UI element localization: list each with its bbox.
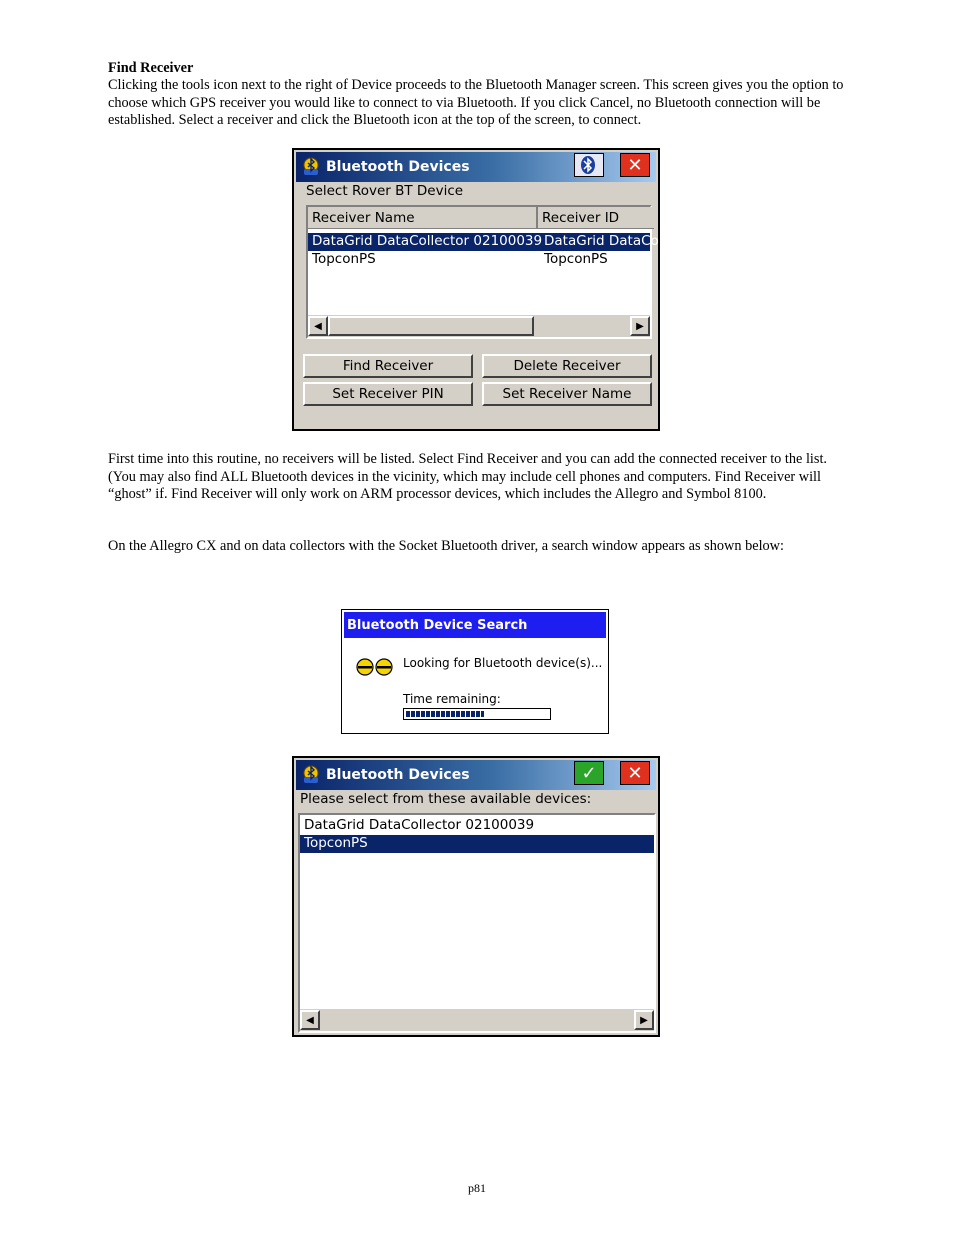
scroll-right-button[interactable] — [634, 1010, 654, 1030]
arrow-left-icon: ◀ — [306, 1014, 314, 1026]
table-row[interactable] — [308, 233, 775, 251]
scroll-left-button[interactable] — [308, 316, 328, 336]
close-icon: ✕ — [627, 762, 643, 784]
first-time-paragraph: First time into this routine, no receivers will be listed. Select Find Receiver and you can add the connected receiver to the list. (You may also find ALL Bluetooth devices in the vicinity, which may include cell phones and computers. Find Receiver will “ghost” if. Find Receiver will only work on ARM processor devices, which includes the Allegro and Symbol 8100. — [108, 451, 828, 502]
bluetooth-devices-window — [292, 148, 775, 431]
horizontal-scrollbar[interactable] — [300, 1009, 654, 1031]
set-receiver-name-button[interactable]: Set Receiver Name — [482, 382, 652, 406]
section-heading: Find Receiver — [108, 60, 194, 76]
receiver-id-cell: TopconPS — [544, 251, 608, 267]
ok-check-icon: ✓ — [581, 762, 597, 784]
ok-button[interactable] — [574, 761, 604, 785]
find-receiver-button[interactable]: Find Receiver — [303, 354, 473, 378]
search-progress-bar — [403, 708, 551, 720]
arrow-right-icon: ▶ — [636, 320, 644, 332]
search-title-bar: Bluetooth Device Search — [344, 612, 606, 638]
close-icon: ✕ — [627, 154, 643, 176]
available-devices-window — [292, 756, 660, 1037]
scroll-track[interactable] — [320, 1010, 630, 1030]
horizontal-scrollbar[interactable] — [308, 315, 650, 337]
bluetooth-devices-icon — [300, 764, 322, 786]
list-item[interactable] — [300, 835, 654, 853]
window-title: Bluetooth Devices — [326, 767, 470, 783]
close-button[interactable] — [620, 153, 650, 177]
intro-paragraph: Clicking the tools icon next to the right of Device proceeds to the Bluetooth Manager screen. This screen gives you the option to choose which GPS receiver you would like to connect to via Bluetooth. If you click Cancel, no Bluetooth connection will be established. Select a receiver and click the Bluetooth icon at the top of the screen, to connect. — [108, 77, 844, 128]
arrow-left-icon: ◀ — [314, 320, 322, 332]
time-remaining-label: Time remaining: — [403, 692, 501, 706]
available-devices-list[interactable] — [298, 813, 656, 1033]
delete-receiver-button[interactable]: Delete Receiver — [482, 354, 652, 378]
window-title: Bluetooth Devices — [326, 159, 470, 175]
scroll-left-button[interactable] — [300, 1010, 320, 1030]
set-receiver-pin-button[interactable]: Set Receiver PIN — [303, 382, 473, 406]
bluetooth-connect-button[interactable] — [574, 153, 604, 177]
table-row[interactable] — [308, 251, 650, 269]
device-name: TopconPS — [304, 835, 368, 851]
receiver-name-cell: DataGrid DataCollector 02100039 — [312, 233, 543, 249]
bluetooth-search-window — [341, 609, 609, 734]
receiver-list[interactable] — [306, 205, 775, 339]
bluetooth-devices-icon — [300, 156, 322, 178]
scroll-thumb[interactable] — [328, 316, 534, 336]
progress-fill — [406, 711, 484, 717]
scroll-right-button[interactable] — [630, 316, 650, 336]
receiver-id-cell: DataGrid DataCollector 02100039 — [544, 233, 775, 249]
bluetooth-icon — [580, 155, 598, 175]
column-header-receiver-name[interactable]: Receiver Name — [308, 207, 538, 229]
allegro-paragraph: On the Allegro CX and on data collectors with the Socket Bluetooth driver, a search window appears as shown below: — [108, 538, 784, 554]
list-item[interactable] — [300, 817, 654, 835]
searching-eyes-icon — [356, 657, 394, 677]
search-message: Looking for Bluetooth device(s)... — [403, 656, 603, 670]
column-header-receiver-id[interactable]: Receiver ID — [538, 207, 654, 229]
select-rover-label: Select Rover BT Device — [306, 183, 464, 199]
page-number: p81 — [468, 1181, 486, 1195]
device-name: DataGrid DataCollector 02100039 — [304, 817, 535, 833]
arrow-right-icon: ▶ — [640, 1014, 648, 1026]
receiver-name-cell: TopconPS — [312, 251, 376, 267]
select-prompt: Please select from these available devices: — [300, 791, 592, 807]
close-button[interactable] — [620, 761, 650, 785]
